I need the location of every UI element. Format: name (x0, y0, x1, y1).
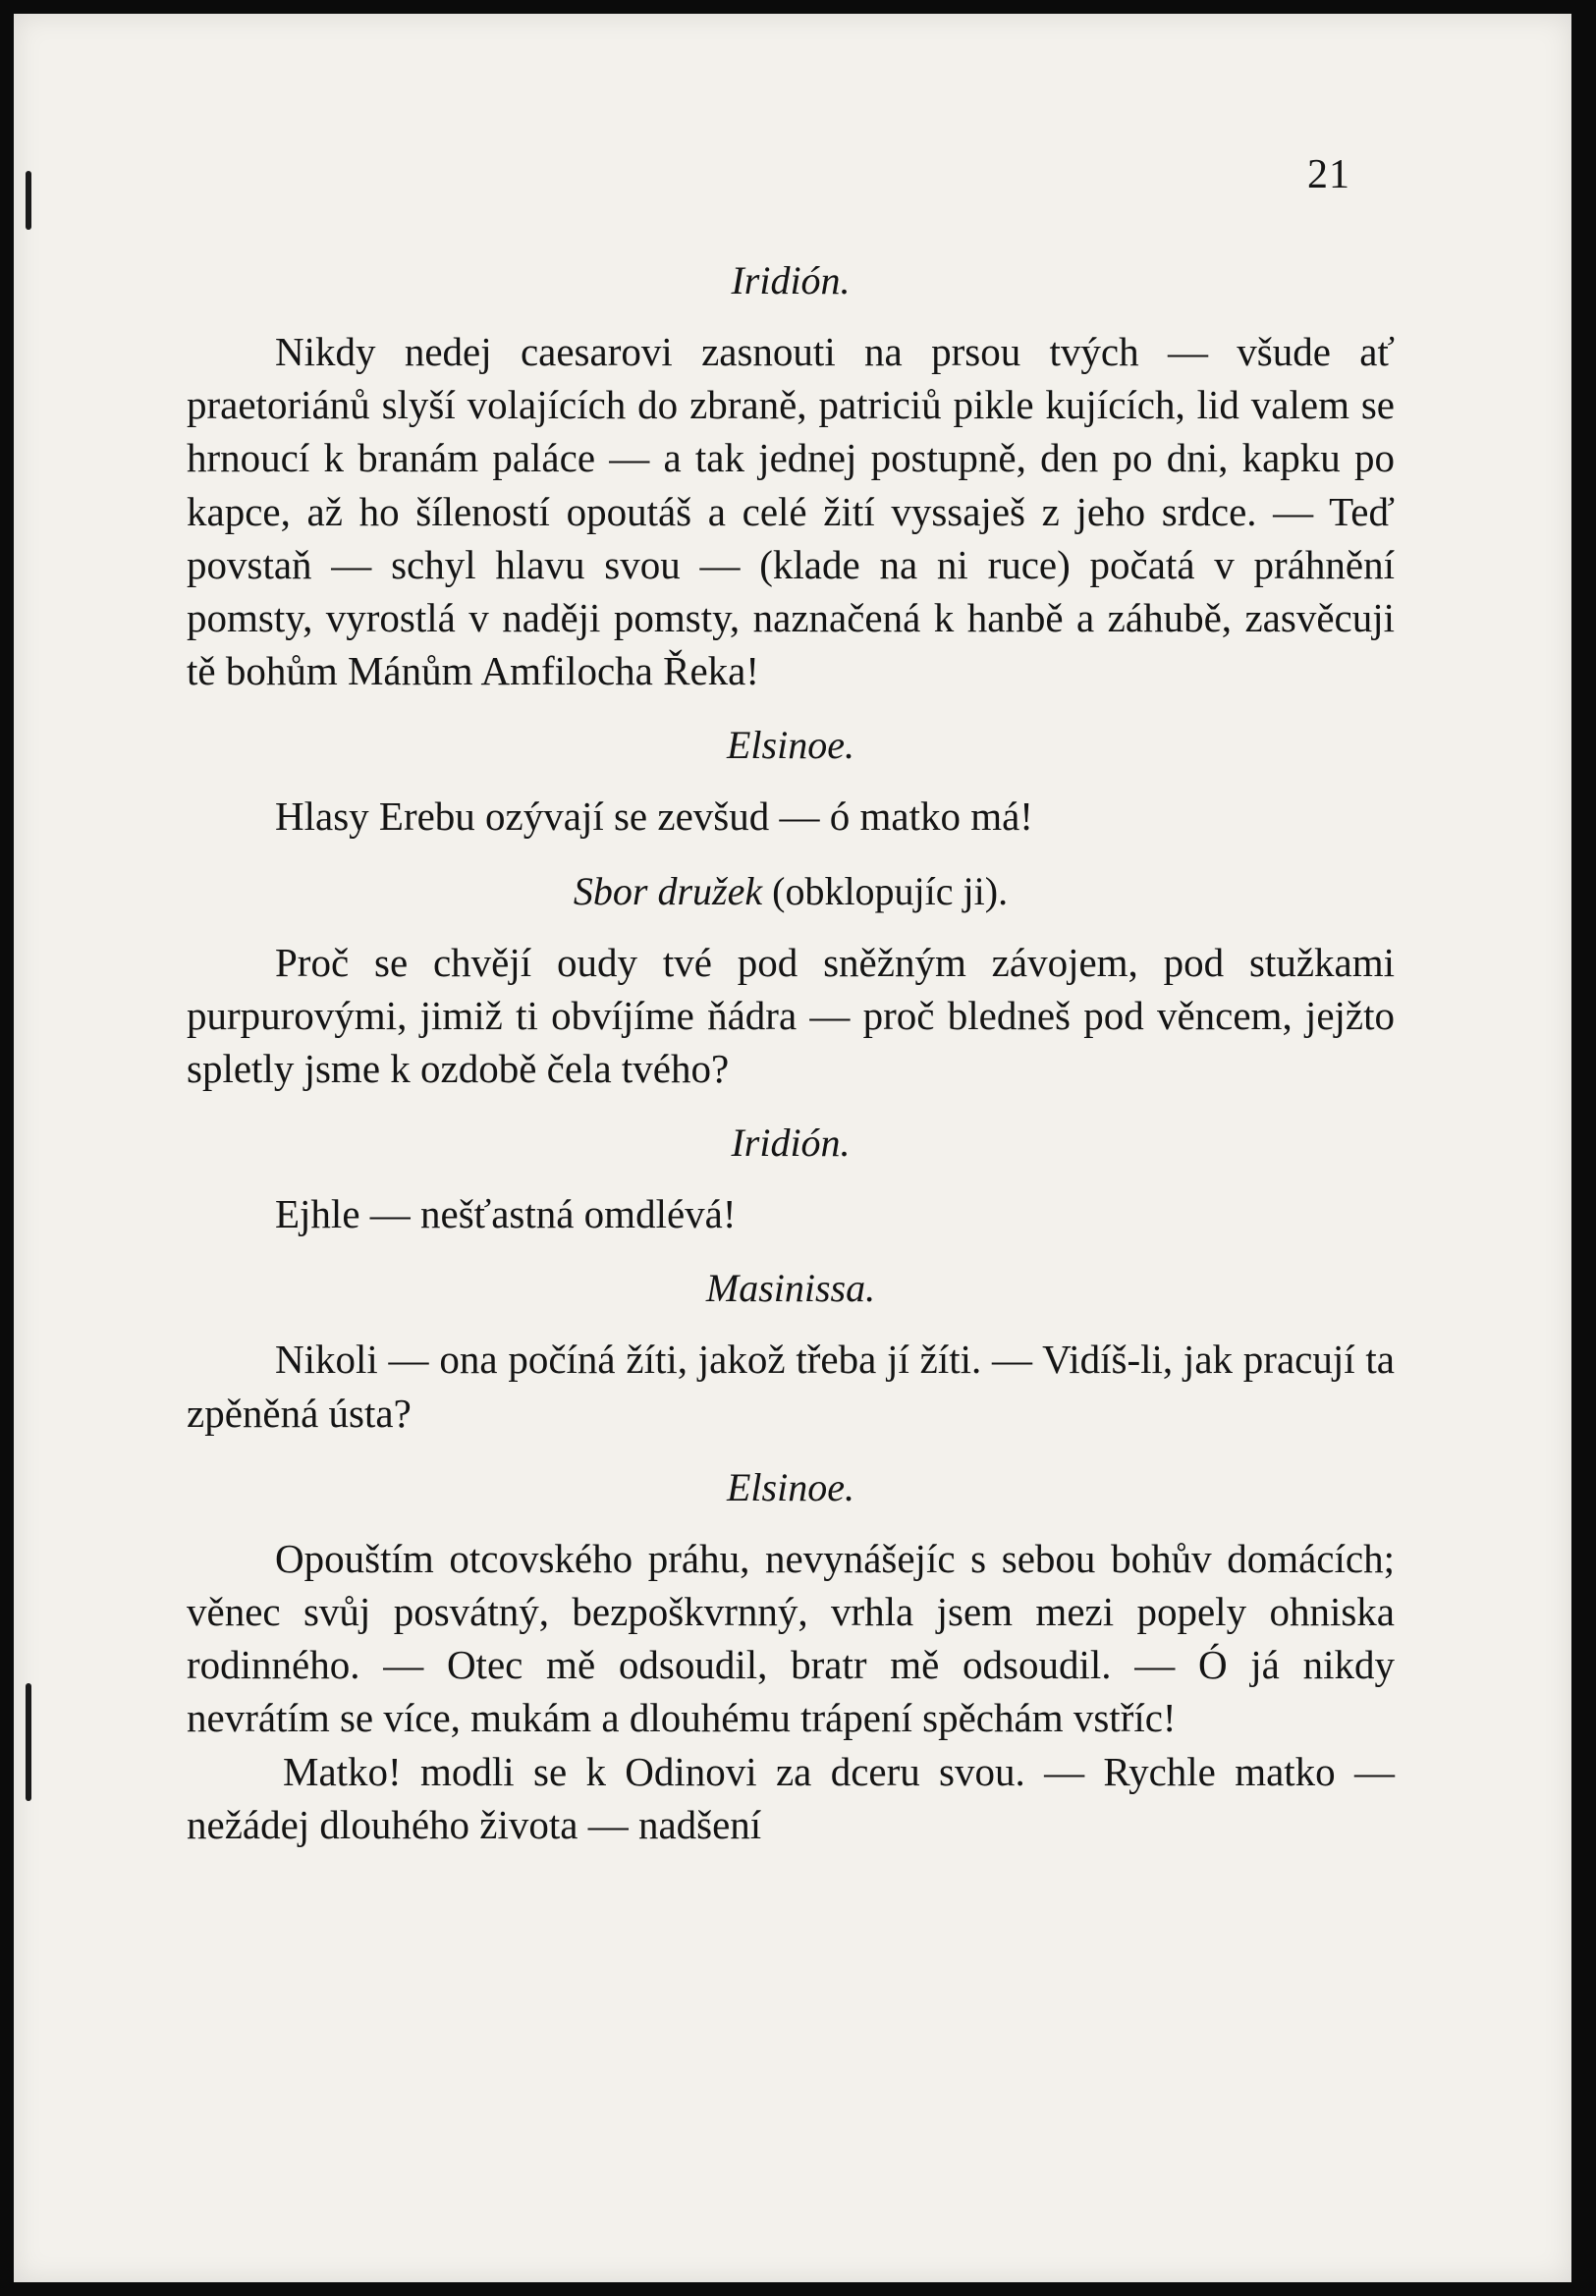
paragraph: Nikdy nedej caesarovi zasnouti na prsou tvých — všude ať praetoriánů slyší volajících do zbraně, patriciů pikle kujících, lid valem se hrnoucí k branám paláce — a tak jednej postupně, den po dni, kapku po kapce, až ho šíleností opoutáš a celé žití vyssaješ z jeho srdce. — Teď povstaň — schyl hlavu svou — (klade na ni ruce) počatá v práhnění pomsty, vyrostlá v naději pomsty, naznačená k hanbě a záhubě, zasvěcuji tě bohům Mánům Amfilocha Řeka! (187, 329, 1395, 694)
book-page (14, 14, 1571, 2282)
speaker-name: Sbor družek (573, 868, 763, 913)
speaker-heading: Iridión. (731, 258, 851, 302)
speaker-heading (187, 865, 1395, 918)
paragraph: Hlasy Erebu ozývají se zevšud — ó matko má! (275, 793, 1033, 840)
paragraph: Matko! modli se k Odinovi za dceru svou. — Rychle matko — nežádej dlouhého života — nadšení (187, 1748, 1395, 1847)
speaker-heading: Elsinoe. (727, 723, 854, 768)
paragraph: Opouštím otcovského práhu, nevynášejíc s sebou bohův domácích; věnec svůj posvátný, bezpoškvrnný, vrhla jsem mezi popely ohniska rodinného. — Otec mě odsoudil, bratr mě odsoudil. — Ó já nikdy nevrátím se více, mukám a dlouhému trápení spěchám vstříc! (187, 1535, 1395, 1741)
speaker-heading: Masinissa. (705, 1266, 876, 1311)
page-edge-mark (26, 1683, 31, 1801)
paragraph: Nikoli — ona počíná žíti, jakož třeba jí žíti. — Vidíš-li, jak pracují ta zpěněná ústa? (187, 1337, 1395, 1436)
paragraph: Proč se chvějí oudy tvé pod sněžným závojem, pod stužkami purpurovými, jimiž ti obvíjíme ňádra — proč bledneš pod věncem, jejžto spletly jsme k ozdobě čela tvého? (187, 939, 1395, 1092)
page-edge-mark (26, 171, 31, 230)
page-number: 21 (1307, 152, 1350, 197)
stage-direction: (obklopujíc ji). (762, 868, 1009, 913)
speaker-heading: Elsinoe. (727, 1464, 854, 1509)
speaker-heading: Iridión. (731, 1121, 851, 1166)
paragraph: Ejhle — nešťastná omdlévá! (275, 1191, 737, 1237)
text-body (187, 254, 1395, 1873)
